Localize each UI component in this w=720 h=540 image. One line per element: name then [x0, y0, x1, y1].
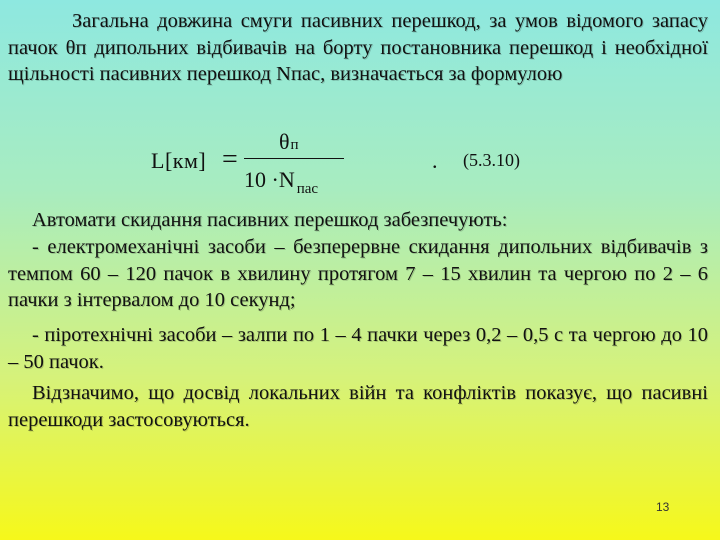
formula-equals: =: [222, 144, 238, 175]
fraction-bar: [244, 158, 344, 159]
formula-denominator: [244, 167, 319, 197]
electromechanical-paragraph: - електромеханічні засоби – безперервне скидання дипольних відбивачів з темпом 60 – 120 пачок в хвилину протягом 7 – 15 хвилин та чергою по 2 – 6 пачки з інтервалом до 10 секунд;: [8, 236, 708, 311]
denominator-subscript: пас: [296, 181, 319, 197]
numerator-subscript: п: [290, 137, 299, 153]
automata-heading: Автомати скидання пасивних перешкод забезпечують:: [32, 209, 508, 231]
formula-lhs: L[км]: [151, 148, 207, 173]
equation-number: (5.3.10): [463, 150, 520, 170]
intro-paragraph: Загальна довжина смуги пасивних перешкод, за умов відомого запасу пачок θп дипольних відбивачів на борту постановника перешкод і необхідної щільності пасивних перешкод Nпас, визначається за формулою: [8, 10, 708, 85]
pyrotechnic-paragraph: - піротехнічні засоби – залпи по 1 – 4 пачки через 0,2 – 0,5 с та чергою до 10 – 50 пачок.: [8, 324, 708, 373]
denominator-main: 10 ·N: [244, 167, 295, 192]
formula-numerator: [279, 129, 298, 155]
formula-dot: .: [432, 148, 438, 173]
conclusion-paragraph: Відзначимо, що досвід локальних війн та конфліктів показує, що пасивні перешкоди застосовуються.: [8, 382, 708, 431]
numerator-symbol: θ: [279, 129, 290, 154]
formula-length: [0, 118, 720, 198]
page-number: 13: [656, 500, 670, 514]
